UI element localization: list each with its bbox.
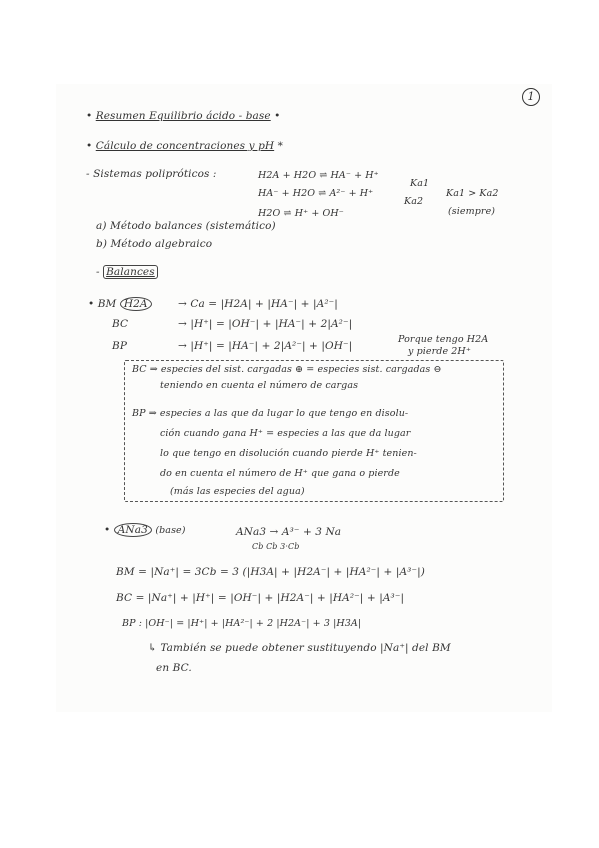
balances-heading-row: - Balances <box>96 266 158 278</box>
equation-2-ka: Ka2 <box>404 196 424 207</box>
bp2-equation: BP : |OH⁻| = |H⁺| + |HA²⁻| + 2 |H2A⁻| + 3 |H3A| <box>122 618 362 629</box>
ana-concentrations: Cb Cb 3·Cb <box>252 542 300 551</box>
sistemas-label: Sistemas polipróticos : <box>93 168 217 180</box>
bp-definition-3: lo que tengo en disolución cuando pierde H⁺ tenien- <box>160 448 417 459</box>
page-number: 1 <box>522 88 540 106</box>
tambien-text-1: También se puede obtener sustituyendo |Na⁺| del BM <box>160 642 451 654</box>
tambien-line-2: en BC. <box>156 662 192 674</box>
note-line-2: y pierde 2H⁺ <box>408 346 471 357</box>
ana-row: • ANa3 (base) <box>104 524 186 536</box>
ana-type: (base) <box>155 525 186 536</box>
bp-definition-4: do en cuenta el número de H⁺ que gana o pierde <box>160 468 400 479</box>
bp-definition-1: BP ⇒ especies a las que da lugar lo que tengo en disolu- <box>132 408 409 419</box>
ana-species: ANa3 <box>114 523 152 537</box>
bullet-title: • Resumen Equilibrio ácido - base • <box>86 110 281 122</box>
bm-label: BM <box>97 298 117 310</box>
note-line-1: Porque tengo H2A <box>398 334 489 345</box>
bc-definition-2: teniendo en cuenta el número de cargas <box>160 380 359 391</box>
method-b: b) Método algebraico <box>96 238 213 250</box>
equation-1-ka: Ka1 <box>410 178 430 189</box>
ana-equation: ANa3 → A³⁻ + 3 Na <box>236 526 342 538</box>
tambien-line-1: ↳ También se puede obtener sustituyendo |Na⁺| del BM <box>148 642 451 654</box>
subtitle: Cálculo de concentraciones y pH <box>95 140 275 152</box>
bp-definition-2: ción cuando gana H⁺ = especies a las que da lugar <box>160 428 411 439</box>
siempre-note: (siempre) <box>448 206 496 217</box>
method-a: a) Método balances (sistemático) <box>96 220 276 232</box>
bm-species: H2A <box>120 297 152 311</box>
bc2-equation: BC = |Na⁺| + |H⁺| = |OH⁻| + |H2A⁻| + |HA²⁻| + |A³⁻| <box>116 592 405 604</box>
bp-equation: → |H⁺| = |HA⁻| + 2|A²⁻| + |OH⁻| <box>178 340 353 352</box>
equation-1: H2A + H2O ⇌ HA⁻ + H⁺ <box>258 170 379 181</box>
sistemas-heading: - Sistemas polipróticos : <box>86 168 217 180</box>
equation-3: H2O ⇌ H⁺ + OH⁻ <box>258 208 344 219</box>
bp-label: BP <box>112 340 127 352</box>
bp-definition-5: (más las especies del agua) <box>170 486 305 497</box>
bc-definition-1: BC ⇒ especies del sist. cargadas ⊕ = especies sist. cargadas ⊖ <box>132 364 442 375</box>
balances-heading: Balances <box>103 265 158 279</box>
bullet-subtitle: • Cálculo de concentraciones y pH * <box>86 140 283 152</box>
bm-row: • BM H2A <box>88 298 152 310</box>
bc-label: BC <box>112 318 129 330</box>
bc-equation: → |H⁺| = |OH⁻| + |HA⁻| + 2|A²⁻| <box>178 318 353 330</box>
bm-equation: → Ca = |H2A| + |HA⁻| + |A²⁻| <box>178 298 338 310</box>
bm2-equation: BM = |Na⁺| = 3Cb = 3 (|H3A| + |H2A⁻| + |HA²⁻| + |A³⁻|) <box>116 566 425 578</box>
equation-2: HA⁻ + H2O ⇌ A²⁻ + H⁺ <box>258 188 374 199</box>
title: Resumen Equilibrio ácido - base <box>95 110 271 122</box>
ka-compare: Ka1 > Ka2 <box>446 188 499 199</box>
